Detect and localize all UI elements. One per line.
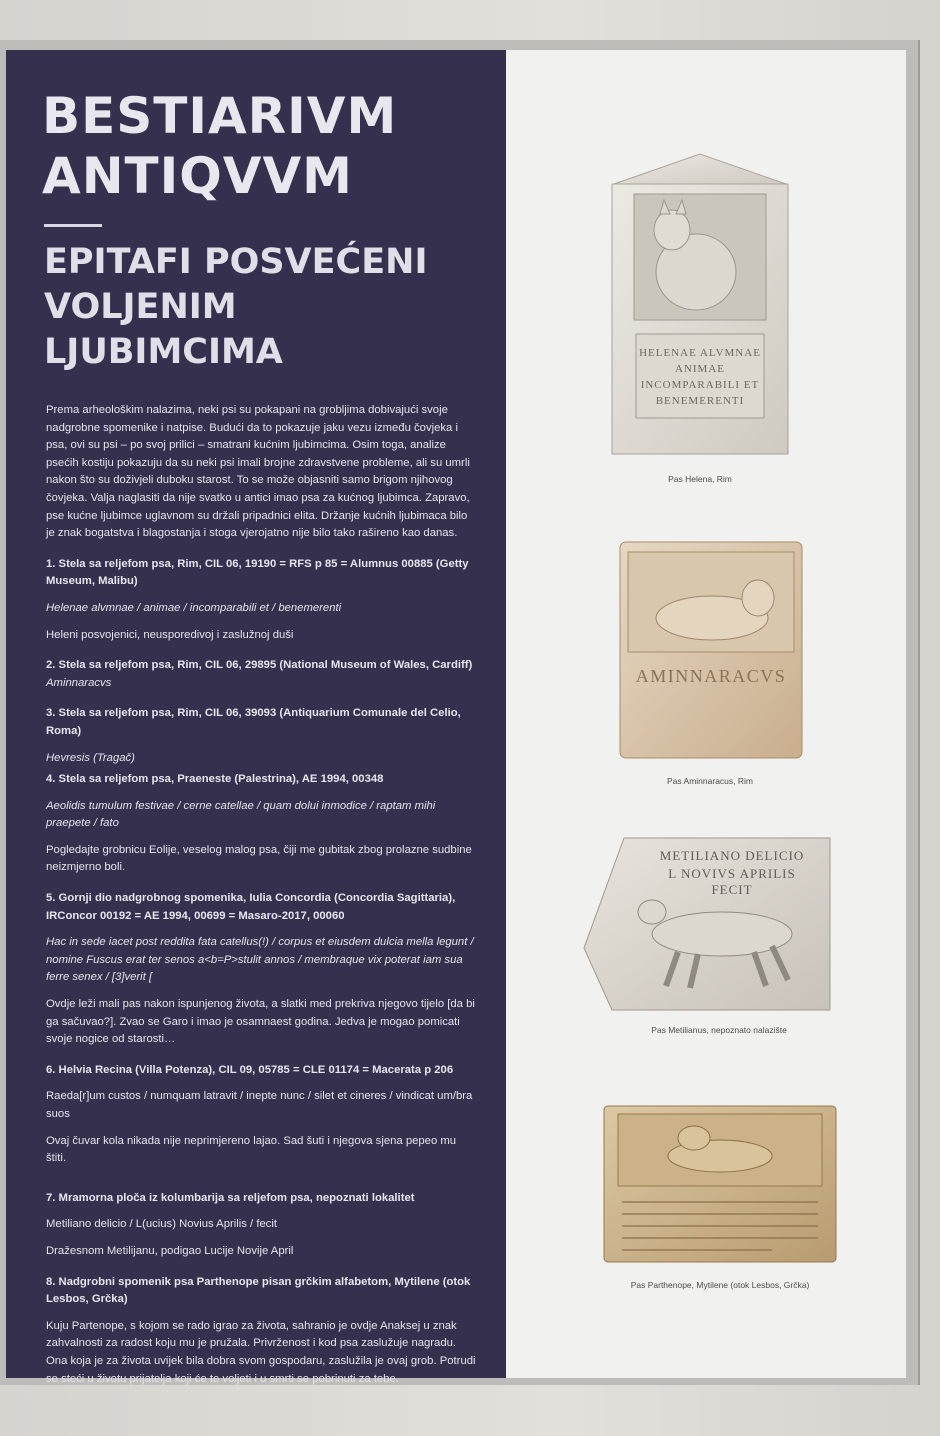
item-4-head: 4. Stela sa reljefom psa, Praeneste (Palestrina), AE 1994, 00348 [46,773,384,786]
item-8-translation: Kuju Partenope, s kojom se rado igrao za života, sahranio je ovdje Anaksej u znak zahvalnosti za radost koju mu je pružala. Privrženost i kod psa zaslužuje nagradu. Ona koja je za života uvijek bila dobra svom gospodaru, zaslužila je ovaj grob. Potrudi se steći u životu prijatelja koji će te voljeti i u smrti se pobrinuti za tebe. [46,1319,476,1385]
caption-metilianus: Pas Metilianus, nepoznato nalazište [651,1025,787,1035]
inscription-line: HELENAE ALVMNAE [639,347,761,359]
inscription-line: BENEMERENTI [655,395,745,407]
main-title [42,86,397,206]
item-8-head: 8. Nadgrobni spomenik psa Parthenope pisan grčkim alfabetom, Mytilene (otok Lesbos, Grčka) [46,1275,471,1306]
item-4-translation: Pogledajte grobnicu Eolije, veselog malog psa, čiji me gubitak zbog prolazne sudbine neizmjerno boli. [46,843,472,874]
caption-helena: Pas Helena, Rim [668,474,732,484]
intro-paragraph: Prema arheološkim nalazima, neki psi su pokapani na grobljima dobivajući svoje nadgrobne spomenike i natpise. Budući da to pokazuje jaku vezu između čovjeka i psa, ovi su psi – po svoj prilici – smatrani kućnim ljubimcima. Osim toga, analize psećih kostiju pokazuju da su neki psi imali brojne zdravstvene probleme, ali su umrli nakon što su doživjeli duboku starost. To se može objasniti samo brigom njihovog čovjeka. Valja naglasiti da nije svatko u antici imao psa za kućnog ljubimca. Zapravo, pse kućne ljubimce uglavnom su držali pripadnici elita. Držanje kućnih ljubimaca bilo je znak bogatstva i blagostanja i stoga vjerojatno nije bilo tako rašireno kao danas. [46,404,470,540]
item-5-latin: Hac in sede iacet post reddita fata catellus(!) / corpus et eiusdem dulcia mella legunt / nomine Fuscus erat ter senos a<b=P>stulit annos / membraque vix poterat iam sua ferre senex / [3]verit [ [46,936,474,984]
inscription-line: METILIANO DELICIO [659,848,805,863]
caption-parthenope: Pas Parthenope, Mytilene (otok Lesbos, Grčka) [630,1280,810,1290]
subtitle [44,240,427,375]
item-4-latin: Aeolidis tumulum festivae / cerne catellae / quam dolui inmodice / raptam mihi praepete / fato [46,799,436,830]
text-panel [6,50,506,1385]
stele-parthenope-image [602,1104,838,1264]
stela-aminnaracus-inscription: AMINNARACVS [635,666,787,686]
inscription-line: INCOMPARABILI ET [640,379,760,391]
item-7-head: 7. Mramorna ploča iz kolumbarija sa reljefom psa, nepoznati lokalitet [46,1191,415,1204]
title-line-2: ANTIQVVM [42,147,353,205]
subtitle-line-3: LJUBIMCIMA [44,332,283,372]
item-3-latin: Hevresis (Tragač) [46,751,135,764]
item-6-translation: Ovaj čuvar kola nikada nije neprimjereno lajao. Sad šuti i njegova sjena pepeo mu štiti. [46,1134,457,1165]
item-2-latin: Aminnaracvs [46,676,112,689]
inscription-line: FECIT [711,882,753,897]
stela-aminnaracus-image [618,540,804,760]
item-2-head: 2. Stela sa reljefom psa, Rim, CIL 06, 29895 (National Museum of Wales, Cardiff) [46,659,473,672]
title-divider [44,224,102,227]
item-7-latin: Metiliano delicio / L(ucius) Novius Aprilis / fecit [46,1218,278,1231]
body-text [46,402,476,1388]
item-3-head: 3. Stela sa reljefom psa, Rim, CIL 06, 39093 (Antiquarium Comunale del Celio, Roma) [46,707,461,737]
item-1-head: 1. Stela sa reljefom psa, Rim, CIL 06, 19190 = RFS p 85 = Alumnus 00885 (Getty Museum, Malibu) [46,557,469,588]
title-line-1: BESTIARIVM [42,87,398,145]
inscription-line: ANIMAE [675,363,725,375]
subtitle-line-2: VOLJENIM [44,287,237,327]
subtitle-line-1: EPITAFI POSVEĆENI [44,242,428,282]
inscription-line: L NOVIVS APRILIS [668,866,796,881]
relief-metilianus-image [582,836,832,1012]
item-1-translation: Heleni posvojenici, neusporedivoj i zaslužnoj duši [46,628,294,641]
caption-aminnaracus: Pas Aminnaracus, Rim [667,776,753,786]
item-6-head: 6. Helvia Recina (Villa Potenza), CIL 09, 05785 = CLE 01174 = Macerata p 206 [46,1063,454,1076]
item-7-translation: Dražesnom Metilijanu, podigao Lucije Novije April [46,1244,294,1257]
item-5-translation: Ovdje leži mali pas nakon ispunjenog života, a slatki med prekriva njegovo tijelo [da bi ga sačuvao?]. Zvao se Garo i imao je osamnaest godina. Jedva je mogao pomicati svoje nogice od starosti… [46,998,475,1046]
item-1-latin: Helenae alvmnae / animae / incomparabili et / benemerenti [46,601,342,614]
item-6-latin: Raeda[r]um custos / numquam latravit / inepte nunc / silet et cineres / vindicat um/bra suos [46,1090,473,1120]
item-5-head: 5. Gornji dio nadgrobnog spomenika, Iulia Concordia (Concordia Sagittaria), IRConcor 00192 = AE 1994, 00699 = Masaro-2017, 00060 [46,892,456,922]
stela-helena-image [610,152,790,456]
